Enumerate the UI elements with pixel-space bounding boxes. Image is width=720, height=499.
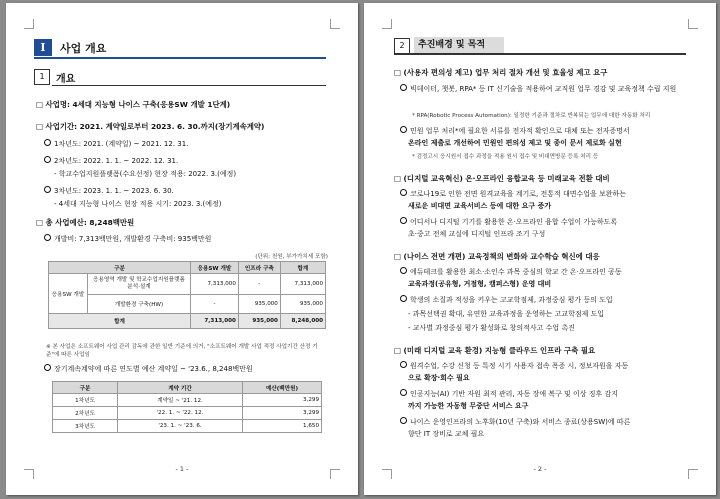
circle-bullet-icon	[400, 295, 407, 302]
circle-bullet-icon	[44, 156, 51, 163]
circle-bullet-icon	[400, 361, 407, 368]
cell-budget: 3,299	[243, 394, 322, 407]
item-c2: 학생의 소질과 적성을 키우는 고교학점제, 과정중심 평가 등의 도입	[400, 295, 613, 305]
heading-c: □ (나이스 전면 개편) 교육정책의 변화와 교수학습 혁신에 대응	[394, 252, 600, 261]
cell-period: '22. 1. ~ '22. 12.	[118, 407, 243, 420]
item-c1: 에듀테크를 활용한 최소·소인수 과목 중심의 학교 간 온·오프라인 공동	[400, 267, 622, 277]
th-class: 구분	[49, 262, 191, 274]
crop-mark	[24, 19, 34, 29]
note-a2: * 검정고시 응시원서 접수 과정을 적용 원서 접수 및 비대면방문 등록 처리 등	[412, 154, 599, 160]
cell-infra: 935,000	[238, 295, 280, 314]
item-b1: 코로나19로 인한 전면 원격교육을 계기로, 전통적 대면수업을 보완하는	[400, 189, 626, 199]
circle-bullet-icon	[400, 189, 407, 196]
table-row	[53, 407, 322, 420]
table-total-row	[49, 314, 326, 329]
crop-mark	[330, 19, 340, 29]
circle-bullet-icon	[400, 84, 407, 91]
circle-bullet-icon	[400, 389, 407, 396]
total-sw: 7,313,000	[191, 314, 239, 329]
item-c2-sub2: - 교사별 과정중심 평가 활성화로 창의적사고 수업 촉진	[408, 324, 575, 332]
cell-sum: 935,000	[280, 295, 325, 314]
cell-sw: 7,313,000	[191, 274, 239, 295]
th-budget: 예산(백만원)	[243, 382, 322, 394]
section-title: 추진배경 및 목적	[414, 37, 504, 53]
item-c2-sub1: - 과목선택권 확대, 유연한 교육과정을 운영하는 고교학점제 도입	[408, 310, 605, 318]
chapter-heading	[34, 37, 326, 59]
biz-name: □ 사업명: 4세대 지능형 나이스 구축(응용SW 개발 1단계)	[36, 100, 231, 109]
item-a1: 빅데이터, 챗봇, RPA* 등 IT 신기술을 적용하여 교직원 업무 경감 및 교육정책 수립 지원	[400, 83, 688, 95]
circle-bullet-icon	[44, 139, 51, 146]
item-c1-line2: 교육과정(공유형, 거점형, 캠퍼스형) 운영 대비	[408, 280, 552, 288]
total-sum: 8,248,000	[280, 314, 325, 329]
long-term-heading: 장기계속계약에 따른 연도별 예산 계약일 ~ '23.6., 8,248백만원	[44, 364, 253, 374]
circle-bullet-icon	[400, 417, 407, 424]
budget-sub: 개발비: 7,313백만원, 개발환경 구축비: 935백만원	[44, 234, 211, 244]
table-row	[49, 295, 326, 314]
heading-a: □ (사용자 편의성 제고) 업무 처리 절차 개선 및 효율성 제고 요구	[394, 68, 608, 77]
th-period: 계약 기간	[118, 382, 243, 394]
table-header-row	[53, 382, 322, 394]
section-number: 1	[34, 69, 50, 85]
section-rule	[52, 85, 326, 86]
table-header-row	[49, 262, 326, 274]
section-rule	[394, 53, 686, 55]
row-group: 응용SW 개발	[49, 274, 88, 314]
th-sw: 응용SW 개발	[191, 262, 239, 274]
chapter-rule	[34, 57, 326, 59]
page-number: - 1 -	[175, 465, 189, 473]
cell-period: 계약일 ~ '21. 12.	[118, 394, 243, 407]
circle-bullet-icon	[400, 126, 407, 133]
item-b2: 어디서나 디지털 기기를 활용한 온·오프라인 융합 수업이 가능하도록	[400, 217, 617, 227]
item-d2-line2: 까지 가능한 자동형 무중단 서비스 요구	[408, 402, 529, 410]
cell-sum: 7,313,000	[280, 274, 325, 295]
page-number: - 2 -	[533, 465, 547, 473]
circle-bullet-icon	[44, 364, 51, 371]
row-label: 응용영역 개발 및 학교수업지원플랫폼 분석·설계	[88, 274, 191, 295]
chapter-title: 사업 개요	[60, 42, 107, 55]
budget-table	[48, 261, 326, 329]
item-b2-line2: 초·중고 전체 교실에 디지털 인프라 조기 구성	[408, 230, 546, 238]
item-a2-line2: 온라인 제출로 개선하여 민원인 편의성 제고 및 종이 문서 제로화 실현	[408, 139, 622, 147]
circle-bullet-icon	[44, 186, 51, 193]
cell-period: '23. 1. ~ '23. 6.	[118, 420, 243, 433]
year3-item: 3차년도: 2023. 1. 1. ~ 2023. 6. 30.	[44, 186, 174, 196]
th-infra: 인프라 구축	[238, 262, 280, 274]
th-class: 구분	[53, 382, 118, 394]
item-d1-line2: 으로 확장·회수 필요	[408, 374, 470, 382]
item-d3: 나이스 운영인프라의 노후화(10년 구축)와 서비스 종료(상용SW)에 따른	[400, 417, 630, 427]
heading-b: □ (디지털 교육혁신) 온·오프라인 융합교육 등 미래교육 전환 대비	[394, 174, 610, 183]
th-sum: 합계	[280, 262, 325, 274]
table-row	[53, 420, 322, 433]
year2-sub: - 학교수업지원플랫폼(수요선정) 현장 적용: 2022. 3.(예정)	[54, 170, 237, 178]
chapter-number: I	[34, 39, 52, 56]
item-d1: 원격수업, 수강 신청 등 특정 시기 사용자 접속 폭증 시, 정보자원을 자동	[400, 361, 628, 371]
item-b1-line2: 새로운 비대면 교육서비스 등에 대한 요구 증가	[408, 202, 552, 210]
circle-bullet-icon	[400, 267, 407, 274]
heading-d: □ (미래 디지털 교육 환경) 지능형 클라우드 인프라 구축 필요	[394, 346, 596, 355]
section-number: 2	[394, 38, 410, 54]
year3-sub: - 4세대 지능형 나이스 현장 적용 시기: 2023. 3.(예정)	[54, 200, 222, 208]
item-d2: 인공지능(AI) 기반 자원 최적 관리, 자동 장애 복구 및 이상 징후 감지	[400, 389, 618, 399]
section-title: 개요	[56, 74, 76, 85]
cell-budget: 3,299	[243, 407, 322, 420]
cell-class: 1차년도	[53, 394, 118, 407]
section-heading	[394, 37, 686, 55]
row-label: 개발환경 구축(HW)	[88, 295, 191, 314]
total-infra: 935,000	[238, 314, 280, 329]
crop-mark	[382, 19, 392, 29]
yearly-budget-table	[52, 381, 322, 433]
period-heading: □ 사업기간: 2021. 계약일로부터 2023. 6. 30.까지(장기계속계약)	[36, 122, 265, 131]
year2-item: 2차년도: 2022. 1. 1. ~ 2022. 12. 31.	[44, 156, 178, 166]
item-d3-line2: 향단 IT 장비로 교체 필요	[408, 430, 485, 438]
crop-mark	[688, 19, 698, 29]
document-page-1	[6, 3, 358, 495]
section-heading	[34, 69, 326, 86]
table1-unit: (단위: 천원, 부가가치세 포함)	[255, 254, 328, 260]
cell-budget: 1,650	[243, 420, 322, 433]
item-a2: 민원 업무 처리*에 필요한 서류를 전자적 확인으로 대체 또는 전자증명서	[400, 126, 630, 136]
cell-infra: -	[238, 274, 280, 295]
cell-class: 3차년도	[53, 420, 118, 433]
document-page-2	[364, 3, 716, 495]
cell-class: 2차년도	[53, 407, 118, 420]
year1-item: 1차년도: 2021. (계약일) ~ 2021. 12. 31.	[44, 139, 188, 149]
table-row	[49, 274, 326, 295]
note-a1: * RPA(Robotic Process Automation): 일정한 기준과 절차로 반복되는 업무에 대한 자동화 처리	[412, 113, 651, 119]
circle-bullet-icon	[44, 234, 51, 241]
table-row	[53, 394, 322, 407]
circle-bullet-icon	[400, 217, 407, 224]
cell-sw: -	[191, 295, 239, 314]
total-label: 합계	[49, 314, 191, 329]
budget-heading: □ 총 사업예산: 8,248백만원	[36, 218, 135, 227]
table1-note: ※ 본 사업은 소프트웨어 사업 관리 감독에 관한 일반 기준에 의거, "소프트웨어 개발 사업 적정 사업기간 산정 기준"에 따른 사업임	[46, 344, 318, 358]
